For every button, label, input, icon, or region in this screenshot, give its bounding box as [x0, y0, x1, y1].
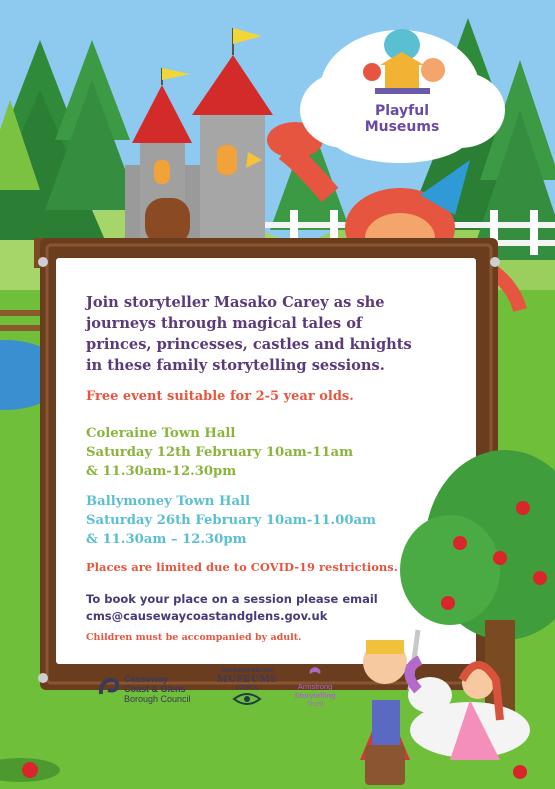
eye-icon: [232, 692, 262, 706]
brand-logo-text: [352, 103, 452, 135]
venue-time: & 11.30am-12.30pm: [86, 464, 237, 479]
venue-date: Saturday 12th February 10am-11am: [86, 445, 354, 460]
free-event-text: Free event suitable for 2-5 year olds.: [86, 389, 354, 404]
venue-name: Coleraine Town Hall: [86, 426, 236, 441]
adult-note: Children must be accompanied by adult.: [86, 632, 302, 643]
booking-instructions: To book your place on a session please email: [86, 592, 378, 606]
museums-council-line3: COUNCIL: [235, 685, 259, 691]
bolt-icon: [490, 257, 500, 267]
causeway-line1: Causeway: [124, 674, 169, 684]
armstrong-line1: Armstrong: [297, 682, 333, 691]
bolt-icon: [38, 257, 48, 267]
museums-council-logo: [212, 668, 282, 713]
booking-info: [86, 591, 416, 625]
intro-text: Join storyteller Masako Carey as she journeys through magical tales of princes, princesses, castles and knights in these family storytelling sessions.: [86, 294, 412, 374]
venue-coleraine: [86, 424, 431, 481]
causeway-line2: Coast & Glens: [124, 684, 186, 694]
museums-council-line2: MUSEUMS: [217, 673, 277, 685]
causeway-swirl-icon: [98, 676, 120, 698]
armstrong-line3: Trust: [306, 699, 324, 708]
venue-time: & 11.30am – 12.30pm: [86, 532, 247, 547]
bolt-icon: [38, 673, 48, 683]
booking-email-link[interactable]: cms@causewaycoastandglens.gov.uk: [86, 609, 328, 623]
brand-name-line2: Museums: [364, 119, 440, 135]
venue-date: Saturday 26th February 10am-11.00am: [86, 513, 376, 528]
causeway-line3: Borough Council: [124, 694, 191, 704]
limited-places-text: Places are limited due to COVID-19 restrictions.: [86, 560, 398, 574]
tree-icon: [306, 665, 324, 679]
armstrong-line2: Storytelling: [294, 690, 336, 700]
museums-council-line1: NORTHERN IRELAND: [221, 668, 273, 674]
armstrong-logo: [284, 664, 346, 712]
brand-name-line1: Playful: [374, 103, 430, 119]
venue-name: Ballymoney Town Hall: [86, 494, 251, 509]
causeway-logo: [98, 672, 208, 712]
venue-ballymoney: [86, 492, 431, 549]
